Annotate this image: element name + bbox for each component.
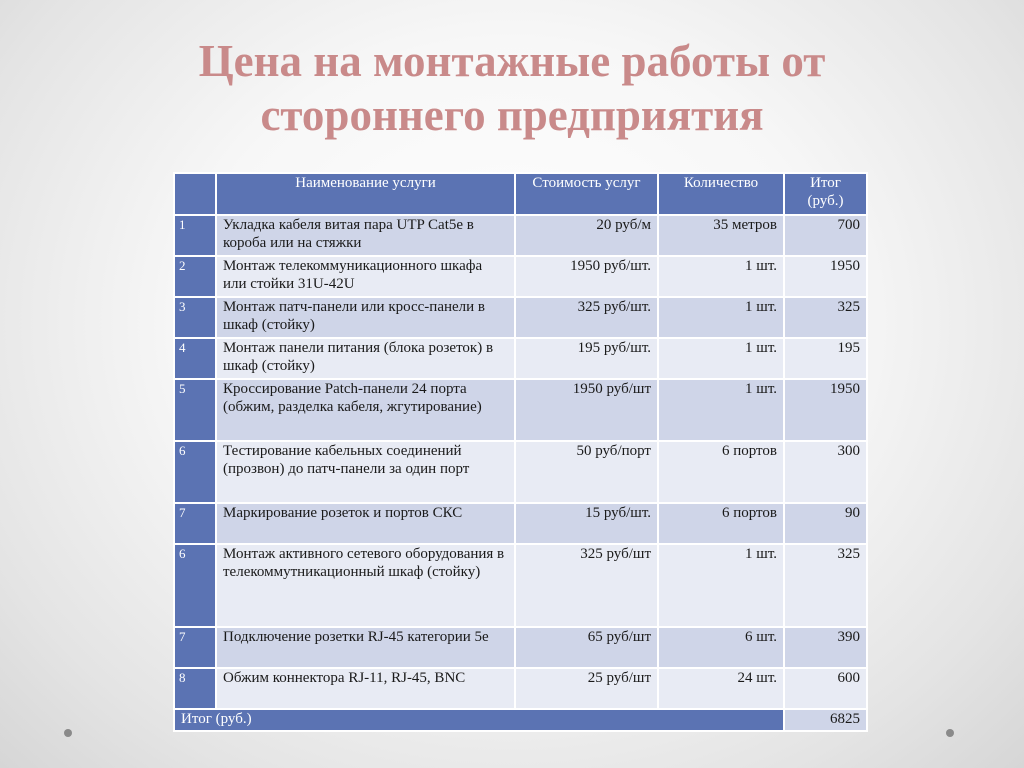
row-total: 700 xyxy=(784,215,867,256)
row-cost: 1950 руб/шт xyxy=(515,379,658,441)
header-cost: Стоимость услуг xyxy=(515,173,658,215)
prev-slide-dot[interactable] xyxy=(64,729,72,737)
table-total-row xyxy=(174,709,867,731)
table-row xyxy=(174,256,867,297)
row-cost: 1950 руб/шт. xyxy=(515,256,658,297)
row-quantity: 6 шт. xyxy=(658,627,784,668)
row-num: 7 xyxy=(174,627,216,668)
header-total: Итог (руб.) xyxy=(784,173,867,215)
table-row xyxy=(174,379,867,441)
row-num: 6 xyxy=(174,544,216,627)
row-service-name: Маркирование розеток и портов СКС xyxy=(216,503,515,544)
total-label: Итог (руб.) xyxy=(174,709,784,731)
row-num: 5 xyxy=(174,379,216,441)
row-cost: 25 руб/шт xyxy=(515,668,658,709)
row-total: 325 xyxy=(784,544,867,627)
table-row xyxy=(174,215,867,256)
row-quantity: 1 шт. xyxy=(658,256,784,297)
row-total: 325 xyxy=(784,297,867,338)
row-num: 7 xyxy=(174,503,216,544)
row-cost: 15 руб/шт. xyxy=(515,503,658,544)
table-row xyxy=(174,441,867,503)
table-row xyxy=(174,668,867,709)
row-total: 390 xyxy=(784,627,867,668)
table-row xyxy=(174,338,867,379)
row-quantity: 6 портов xyxy=(658,503,784,544)
row-quantity: 1 шт. xyxy=(658,338,784,379)
next-slide-dot[interactable] xyxy=(946,729,954,737)
table-row xyxy=(174,544,867,627)
row-cost: 325 руб/шт. xyxy=(515,297,658,338)
row-service-name: Тестирование кабельных соединений (прозвон) до патч-панели за один порт xyxy=(216,441,515,503)
row-num: 4 xyxy=(174,338,216,379)
header-service-name: Наименование услуги xyxy=(216,173,515,215)
row-service-name: Монтаж активного сетевого оборудования в телекоммутникационный шкаф (стойку) xyxy=(216,544,515,627)
header-quantity: Количество xyxy=(658,173,784,215)
row-quantity: 1 шт. xyxy=(658,297,784,338)
row-cost: 20 руб/м xyxy=(515,215,658,256)
price-table xyxy=(173,172,868,732)
row-quantity: 1 шт. xyxy=(658,544,784,627)
row-total: 300 xyxy=(784,441,867,503)
row-num: 3 xyxy=(174,297,216,338)
row-num: 6 xyxy=(174,441,216,503)
row-cost: 50 руб/порт xyxy=(515,441,658,503)
row-num: 2 xyxy=(174,256,216,297)
title-line-2: стороннего предприятия xyxy=(260,90,764,140)
row-cost: 325 руб/шт xyxy=(515,544,658,627)
row-cost: 195 руб/шт. xyxy=(515,338,658,379)
slide-title xyxy=(0,34,1024,142)
row-total: 90 xyxy=(784,503,867,544)
row-service-name: Монтаж панели питания (блока розеток) в шкаф (стойку) xyxy=(216,338,515,379)
row-service-name: Кроссирование Patch-панели 24 порта (обжим, разделка кабеля, жгутирование) xyxy=(216,379,515,441)
row-total: 600 xyxy=(784,668,867,709)
row-service-name: Подключение розетки RJ-45 категории 5e xyxy=(216,627,515,668)
row-service-name: Монтаж телекоммуникационного шкафа или стойки 31U-42U xyxy=(216,256,515,297)
header-num xyxy=(174,173,216,215)
row-quantity: 35 метров xyxy=(658,215,784,256)
row-quantity: 6 портов xyxy=(658,441,784,503)
row-cost: 65 руб/шт xyxy=(515,627,658,668)
row-total: 195 xyxy=(784,338,867,379)
table-header-row xyxy=(174,173,867,215)
title-line-1: Цена на монтажные работы от xyxy=(198,36,826,86)
row-service-name: Монтаж патч-панели или кросс-панели в шкаф (стойку) xyxy=(216,297,515,338)
row-quantity: 1 шт. xyxy=(658,379,784,441)
row-num: 1 xyxy=(174,215,216,256)
row-quantity: 24 шт. xyxy=(658,668,784,709)
row-total: 1950 xyxy=(784,256,867,297)
row-service-name: Укладка кабеля витая пара UTP Cat5e в короба или на стяжки xyxy=(216,215,515,256)
row-total: 1950 xyxy=(784,379,867,441)
total-value: 6825 xyxy=(784,709,867,731)
table-row xyxy=(174,297,867,338)
table-row xyxy=(174,627,867,668)
row-service-name: Обжим коннектора RJ-11, RJ-45, BNC xyxy=(216,668,515,709)
table-row xyxy=(174,503,867,544)
row-num: 8 xyxy=(174,668,216,709)
